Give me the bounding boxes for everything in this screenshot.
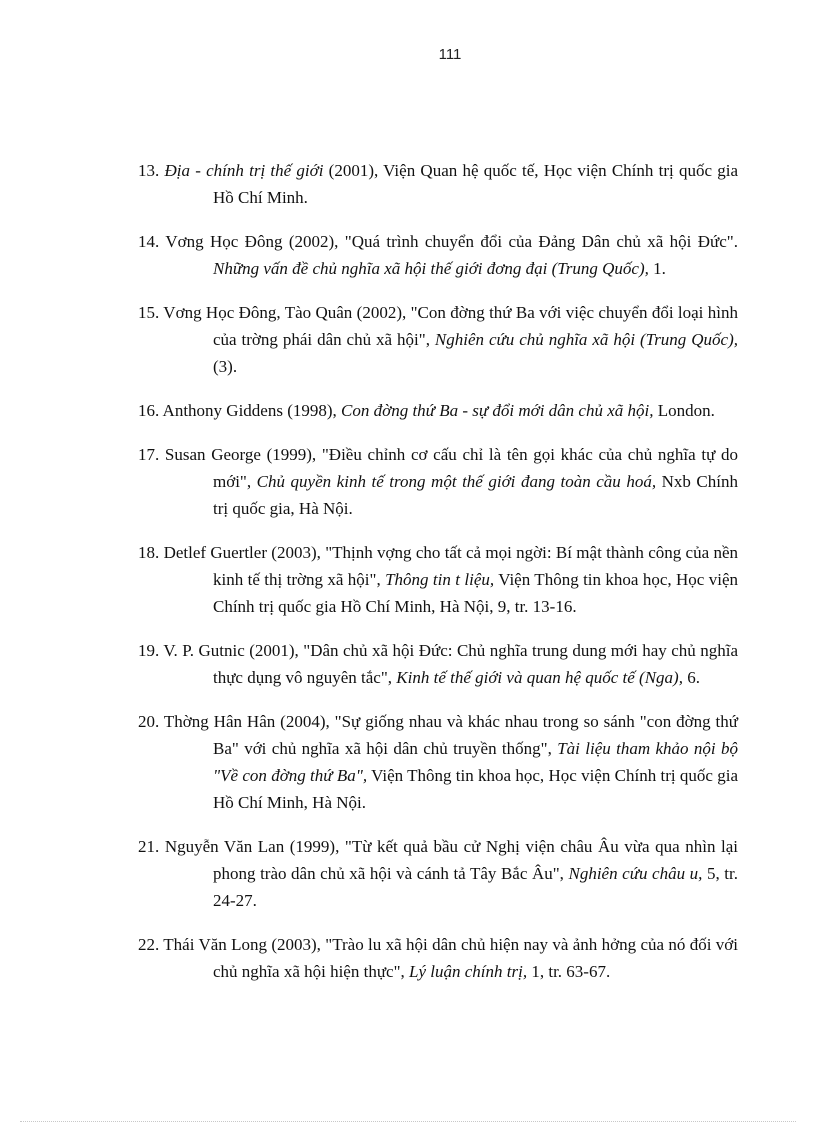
reference-text: Susan George (1999), "Điều chỉnh cơ cấu chỉ là tên gọi khác của chủ nghĩa tự do mới", [159,445,738,491]
reference-number: 18. [138,543,160,562]
reference-number: 15. [138,303,160,322]
reference-text: Nxb Chính trị quốc gia, Hà Nội. [213,472,738,518]
reference-text: (3). [213,357,238,376]
reference-title: Tài liệu tham khảo nội bộ "Về con đờng thứ Ba", [213,739,738,785]
reference-entry [138,299,738,380]
reference-text: Vơng Học Đông (2002), "Quá trình chuyển đổi của Đảng Dân chủ xã hội Đức". [159,232,738,251]
reference-text: Viện Thông tin khoa học, Học viện Chính trị quốc gia Hồ Chí Minh, Hà Nội. [213,766,738,812]
reference-number: 13. [138,161,160,180]
reference-entry [138,157,738,211]
reference-entry [138,931,738,985]
reference-text: 5, tr. 24-27. [213,864,738,910]
reference-title: Con đờng thứ Ba - sự đổi mới dân chủ xã hội, [341,401,654,420]
reference-number: 20. [138,712,160,731]
reference-number: 16. [138,401,160,420]
reference-title: Nghiên cứu chủ nghĩa xã hội (Trung Quốc), [434,330,738,349]
reference-title: Nghiên cứu châu u, [568,864,703,883]
reference-number: 21. [138,837,160,856]
reference-entry [138,397,738,424]
reference-number: 19. [138,641,160,660]
reference-text: 1, tr. 63-67. [527,962,611,981]
reference-number: 17. [138,445,160,464]
reference-text: V. P. Gutnic (2001), "Dân chủ xã hội Đức: Chủ nghĩa trung dung mới hay chủ nghĩa thực dụng vô nguyên tắc", [159,641,738,687]
reference-text: Thờng Hân Hân (2004), "Sự giống nhau và khác nhau trong so sánh "con đờng thứ Ba" với chủ nghĩa xã hội dân chủ truyền thống", [159,712,738,758]
reference-text: Vơng Học Đông, Tào Quân (2002), "Con đờng thứ Ba với việc chuyển đổi loại hình của trờng phái dân chủ xã hội", [159,303,738,349]
page-bottom-rule [20,1121,796,1122]
reference-text: 6. [682,668,700,687]
reference-text: Thái Văn Long (2003), "Trào lu xã hội dân chủ hiện nay và ảnh hởng của nó đối với chủ nghĩa xã hội hiện thực", [159,935,738,981]
reference-entry [138,539,738,620]
reference-text: Nguyễn Văn Lan (1999), "Từ kết quả bầu cử Nghị viện châu Âu vừa qua nhìn lại phong trào dân chủ xã hội và cánh tả Tây Bắc Âu", [159,837,738,883]
reference-title: Lý luận chính trị, [409,962,528,981]
reference-text: Anthony Giddens (1998), [159,401,342,420]
reference-list [138,140,738,992]
reference-entry [138,637,738,691]
reference-title: Kinh tế thế giới và quan hệ quốc tế (Nga), [396,668,683,687]
reference-text: London. [653,401,715,420]
reference-entry [138,228,738,282]
reference-number: 22. [138,935,160,954]
reference-entry [138,708,738,816]
reference-entry [138,441,738,522]
reference-text: 1. [648,259,666,278]
reference-text: (2001), Viện Quan hệ quốc tế, Học viện Chính trị quốc gia Hồ Chí Minh. [213,161,739,207]
reference-title: Chủ quyền kinh tế trong một thế giới đang toàn cầu hoá, [256,472,657,491]
page-number: 111 [438,46,462,63]
reference-title: Những vấn đề chủ nghĩa xã hội thế giới đơng đại (Trung Quốc), [213,259,649,278]
reference-title: Thông tin t liệu, [385,570,495,589]
reference-text: Viện Thông tin khoa học, Học viện Chính trị quốc gia Hồ Chí Minh, Hà Nội, 9, tr. 13-16. [213,570,738,616]
reference-number: 14. [138,232,160,251]
reference-entry [138,833,738,914]
reference-title: Địa - chính trị thế giới [164,161,324,180]
reference-text: Detlef Guertler (2003), "Thịnh vợng cho tất cả mọi ngời: Bí mật thành công của nền kinh tế thị trờng xã hội", [159,543,738,589]
